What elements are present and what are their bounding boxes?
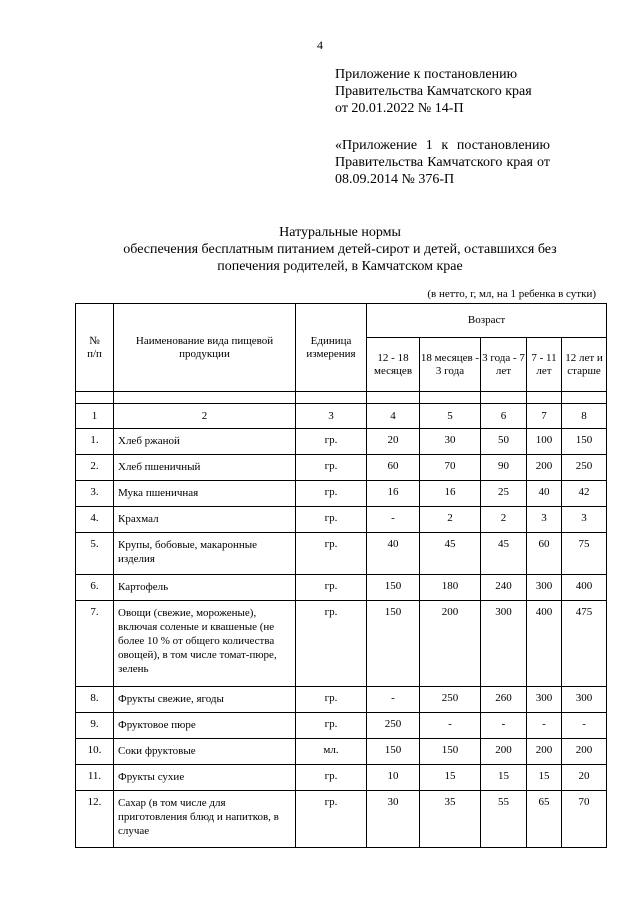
- unit: гр.: [296, 765, 367, 791]
- title-line: обеспечения бесплатным питанием детей-сирот и детей, оставшихся без: [123, 242, 557, 257]
- page-number: 4: [317, 38, 323, 52]
- table-row: [76, 533, 607, 575]
- table-row: [76, 455, 607, 481]
- table-row: [76, 687, 607, 713]
- header-name: Наименование вида пищевой продукции: [114, 304, 296, 392]
- value: 55: [481, 791, 527, 848]
- row-number: 8.: [76, 687, 114, 713]
- unit: гр.: [296, 713, 367, 739]
- header-age: Возраст: [367, 304, 607, 338]
- value: 70: [562, 791, 607, 848]
- value: 200: [527, 455, 562, 481]
- table-row: [76, 601, 607, 687]
- value: -: [527, 713, 562, 739]
- column-number: 3: [296, 404, 367, 429]
- unit: гр.: [296, 455, 367, 481]
- product-name: Хлеб ржаной: [114, 429, 296, 455]
- row-number: 6.: [76, 575, 114, 601]
- appendix-block: [335, 66, 550, 117]
- value: 50: [481, 429, 527, 455]
- unit: гр.: [296, 533, 367, 575]
- product-name: Хлеб пшеничный: [114, 455, 296, 481]
- value: 250: [367, 713, 420, 739]
- column-number: 1: [76, 404, 114, 429]
- value: 65: [527, 791, 562, 848]
- value: 180: [420, 575, 481, 601]
- row-number: 2.: [76, 455, 114, 481]
- product-name: Фрукты свежие, ягоды: [114, 687, 296, 713]
- unit: гр.: [296, 575, 367, 601]
- product-name: Крупы, бобовые, макаронные изделия: [114, 533, 296, 575]
- row-number: 9.: [76, 713, 114, 739]
- value: 150: [420, 739, 481, 765]
- value: 400: [527, 601, 562, 687]
- document-title: [75, 224, 605, 275]
- column-number: 8: [562, 404, 607, 429]
- value: 30: [420, 429, 481, 455]
- product-name: Мука пшеничная: [114, 481, 296, 507]
- value: 75: [562, 533, 607, 575]
- unit: гр.: [296, 687, 367, 713]
- value: 90: [481, 455, 527, 481]
- value: 30: [367, 791, 420, 848]
- value: 200: [481, 739, 527, 765]
- column-number-row: [76, 404, 607, 429]
- unit: гр.: [296, 481, 367, 507]
- value: 16: [367, 481, 420, 507]
- value: 25: [481, 481, 527, 507]
- product-name: Овощи (свежие, мороженые), включая соленые и квашеные (не более 10 % от общего количества овощей), в том числе томат-пюре, зелень: [114, 601, 296, 687]
- column-number: 7: [527, 404, 562, 429]
- row-number: 10.: [76, 739, 114, 765]
- row-number: 4.: [76, 507, 114, 533]
- value: 200: [562, 739, 607, 765]
- value: 45: [420, 533, 481, 575]
- value: 240: [481, 575, 527, 601]
- unit: гр.: [296, 429, 367, 455]
- value: 400: [562, 575, 607, 601]
- unit: гр.: [296, 507, 367, 533]
- value: 60: [527, 533, 562, 575]
- appendix-line: Правительства Камчатского края: [335, 84, 532, 99]
- value: 300: [481, 601, 527, 687]
- value: 100: [527, 429, 562, 455]
- table-row: [76, 507, 607, 533]
- value: 20: [562, 765, 607, 791]
- column-number: 2: [114, 404, 296, 429]
- product-name: Крахмал: [114, 507, 296, 533]
- value: 150: [367, 739, 420, 765]
- norms-table: [75, 303, 607, 848]
- value: 15: [420, 765, 481, 791]
- table-row: [76, 739, 607, 765]
- value: -: [367, 687, 420, 713]
- value: -: [481, 713, 527, 739]
- header-unit: Единица измерения: [296, 304, 367, 392]
- value: 150: [562, 429, 607, 455]
- value: 20: [367, 429, 420, 455]
- header-age-col: 12 лет и старше: [562, 338, 607, 392]
- appendix-line: от 20.01.2022 № 14-П: [335, 101, 464, 116]
- value: 2: [481, 507, 527, 533]
- value: 60: [367, 455, 420, 481]
- title-line: попечения родителей, в Камчатском крае: [217, 259, 463, 274]
- value: 300: [562, 687, 607, 713]
- value: 40: [527, 481, 562, 507]
- table-row: [76, 481, 607, 507]
- original-appendix-block: «Приложение 1 к постановлению Правительства Камчатского края от 08.09.2014 № 376-П: [335, 138, 550, 187]
- value: 15: [481, 765, 527, 791]
- column-number: 6: [481, 404, 527, 429]
- column-number: 5: [420, 404, 481, 429]
- product-name: Картофель: [114, 575, 296, 601]
- value: 42: [562, 481, 607, 507]
- table-row: [76, 713, 607, 739]
- value: 200: [527, 739, 562, 765]
- units-note: (в нетто, г, мл, на 1 ребенка в сутки): [427, 288, 596, 300]
- value: -: [562, 713, 607, 739]
- value: 260: [481, 687, 527, 713]
- value: 300: [527, 687, 562, 713]
- row-number: 3.: [76, 481, 114, 507]
- table-row: [76, 429, 607, 455]
- product-name: Фрукты сухие: [114, 765, 296, 791]
- row-number: 5.: [76, 533, 114, 575]
- unit: мл.: [296, 739, 367, 765]
- value: 475: [562, 601, 607, 687]
- product-name: Фруктовое пюре: [114, 713, 296, 739]
- appendix-line: Приложение к постановлению: [335, 67, 518, 82]
- value: 200: [420, 601, 481, 687]
- value: 70: [420, 455, 481, 481]
- table-row: [76, 791, 607, 848]
- product-name: Сахар (в том числе для приготовления блюд и напитков, в случае: [114, 791, 296, 848]
- value: 150: [367, 601, 420, 687]
- row-number: 12.: [76, 791, 114, 848]
- header-age-col: 3 года - 7 лет: [481, 338, 527, 392]
- title-line: Натуральные нормы: [279, 225, 401, 240]
- value: 2: [420, 507, 481, 533]
- table-row: [76, 575, 607, 601]
- value: 150: [367, 575, 420, 601]
- value: 250: [420, 687, 481, 713]
- header-age-col: 7 - 11 лет: [527, 338, 562, 392]
- row-number: 1.: [76, 429, 114, 455]
- row-number: 7.: [76, 601, 114, 687]
- header-num: № п/п: [76, 304, 114, 392]
- product-name: Соки фруктовые: [114, 739, 296, 765]
- value: 45: [481, 533, 527, 575]
- unit: гр.: [296, 791, 367, 848]
- value: 15: [527, 765, 562, 791]
- column-number: 4: [367, 404, 420, 429]
- value: -: [367, 507, 420, 533]
- value: 35: [420, 791, 481, 848]
- value: 16: [420, 481, 481, 507]
- value: 10: [367, 765, 420, 791]
- value: 300: [527, 575, 562, 601]
- row-number: 11.: [76, 765, 114, 791]
- value: -: [420, 713, 481, 739]
- header-age-col: 12 - 18 месяцев: [367, 338, 420, 392]
- value: 3: [527, 507, 562, 533]
- unit: гр.: [296, 601, 367, 687]
- table-row: [76, 765, 607, 791]
- value: 40: [367, 533, 420, 575]
- header-age-col: 18 месяцев - 3 года: [420, 338, 481, 392]
- value: 250: [562, 455, 607, 481]
- value: 3: [562, 507, 607, 533]
